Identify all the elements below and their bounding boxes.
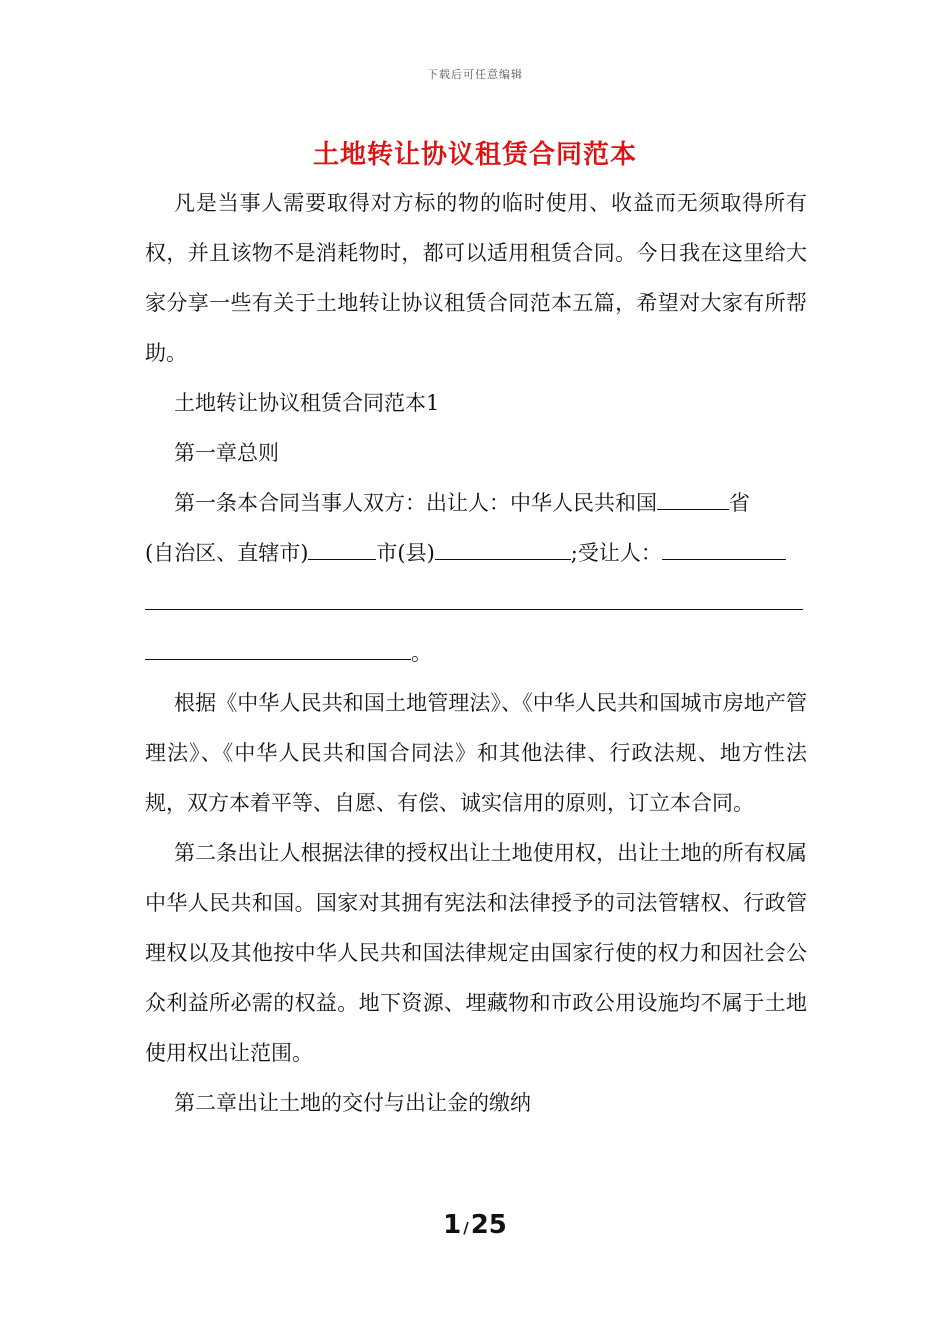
transferee-blank-3 [145,641,411,660]
chapter-heading-2: 第二章出让土地的交付与出让金的缴纳 [174,1091,531,1115]
page-number [0,1210,950,1240]
current-page: 1 [443,1210,462,1240]
transferee-blank-2 [145,591,803,610]
intro-paragraph: 凡是当事人需要取得对方标的物的临时使用、收益而无须取得所有权，并且该物不是消耗物时，都可以适用租赁合同。今日我在这里给大家分享一些有关于土地转让协议租赁合同范本五篇，希望对大家有所帮助。 [145,191,807,365]
province-suffix: 省 [729,491,750,515]
page-separator: / [463,1219,469,1237]
city-label: 市(县) [376,541,435,565]
document-body [145,178,807,1128]
region-label: (自治区、直辖市) [145,541,309,565]
transferee-label: ;受让人： [570,541,662,565]
basis-paragraph: 根据《中华人民共和国土地管理法》、《中华人民共和国城市房地产管理法》、《中华人民共和国合同法》和其他法律、行政法规、地方性法规，双方本着平等、自愿、有偿、诚实信用的原则，订立本合同。 [145,691,807,815]
chapter-heading-1: 第一章总则 [174,441,279,465]
province-blank [657,491,729,510]
article-1 [145,478,807,678]
article-1-end: 。 [411,641,432,665]
page-header: 下载后可任意编辑 [427,68,523,81]
article-2: 第二条出让人根据法律的授权出让土地使用权，出让土地的所有权属中华人民共和国。国家对其拥有宪法和法律授予的司法管辖权、行政管理权以及其他按中华人民共和国法律规定由国家行使的权力和因社会公众利益所必需的权益。地下资源、埋藏物和市政公用设施均不属于土地使用权出让范围。 [145,841,807,1065]
county-blank [435,541,571,560]
total-pages: 25 [470,1210,507,1240]
transferee-blank-1 [662,541,786,560]
document-title: 土地转让协议租赁合同范本 [312,140,637,170]
section-heading: 土地转让协议租赁合同范本1 [174,391,440,415]
city-blank [308,541,376,560]
article-1-text: 第一条本合同当事人双方：出让人：中华人民共和国 [174,491,657,515]
